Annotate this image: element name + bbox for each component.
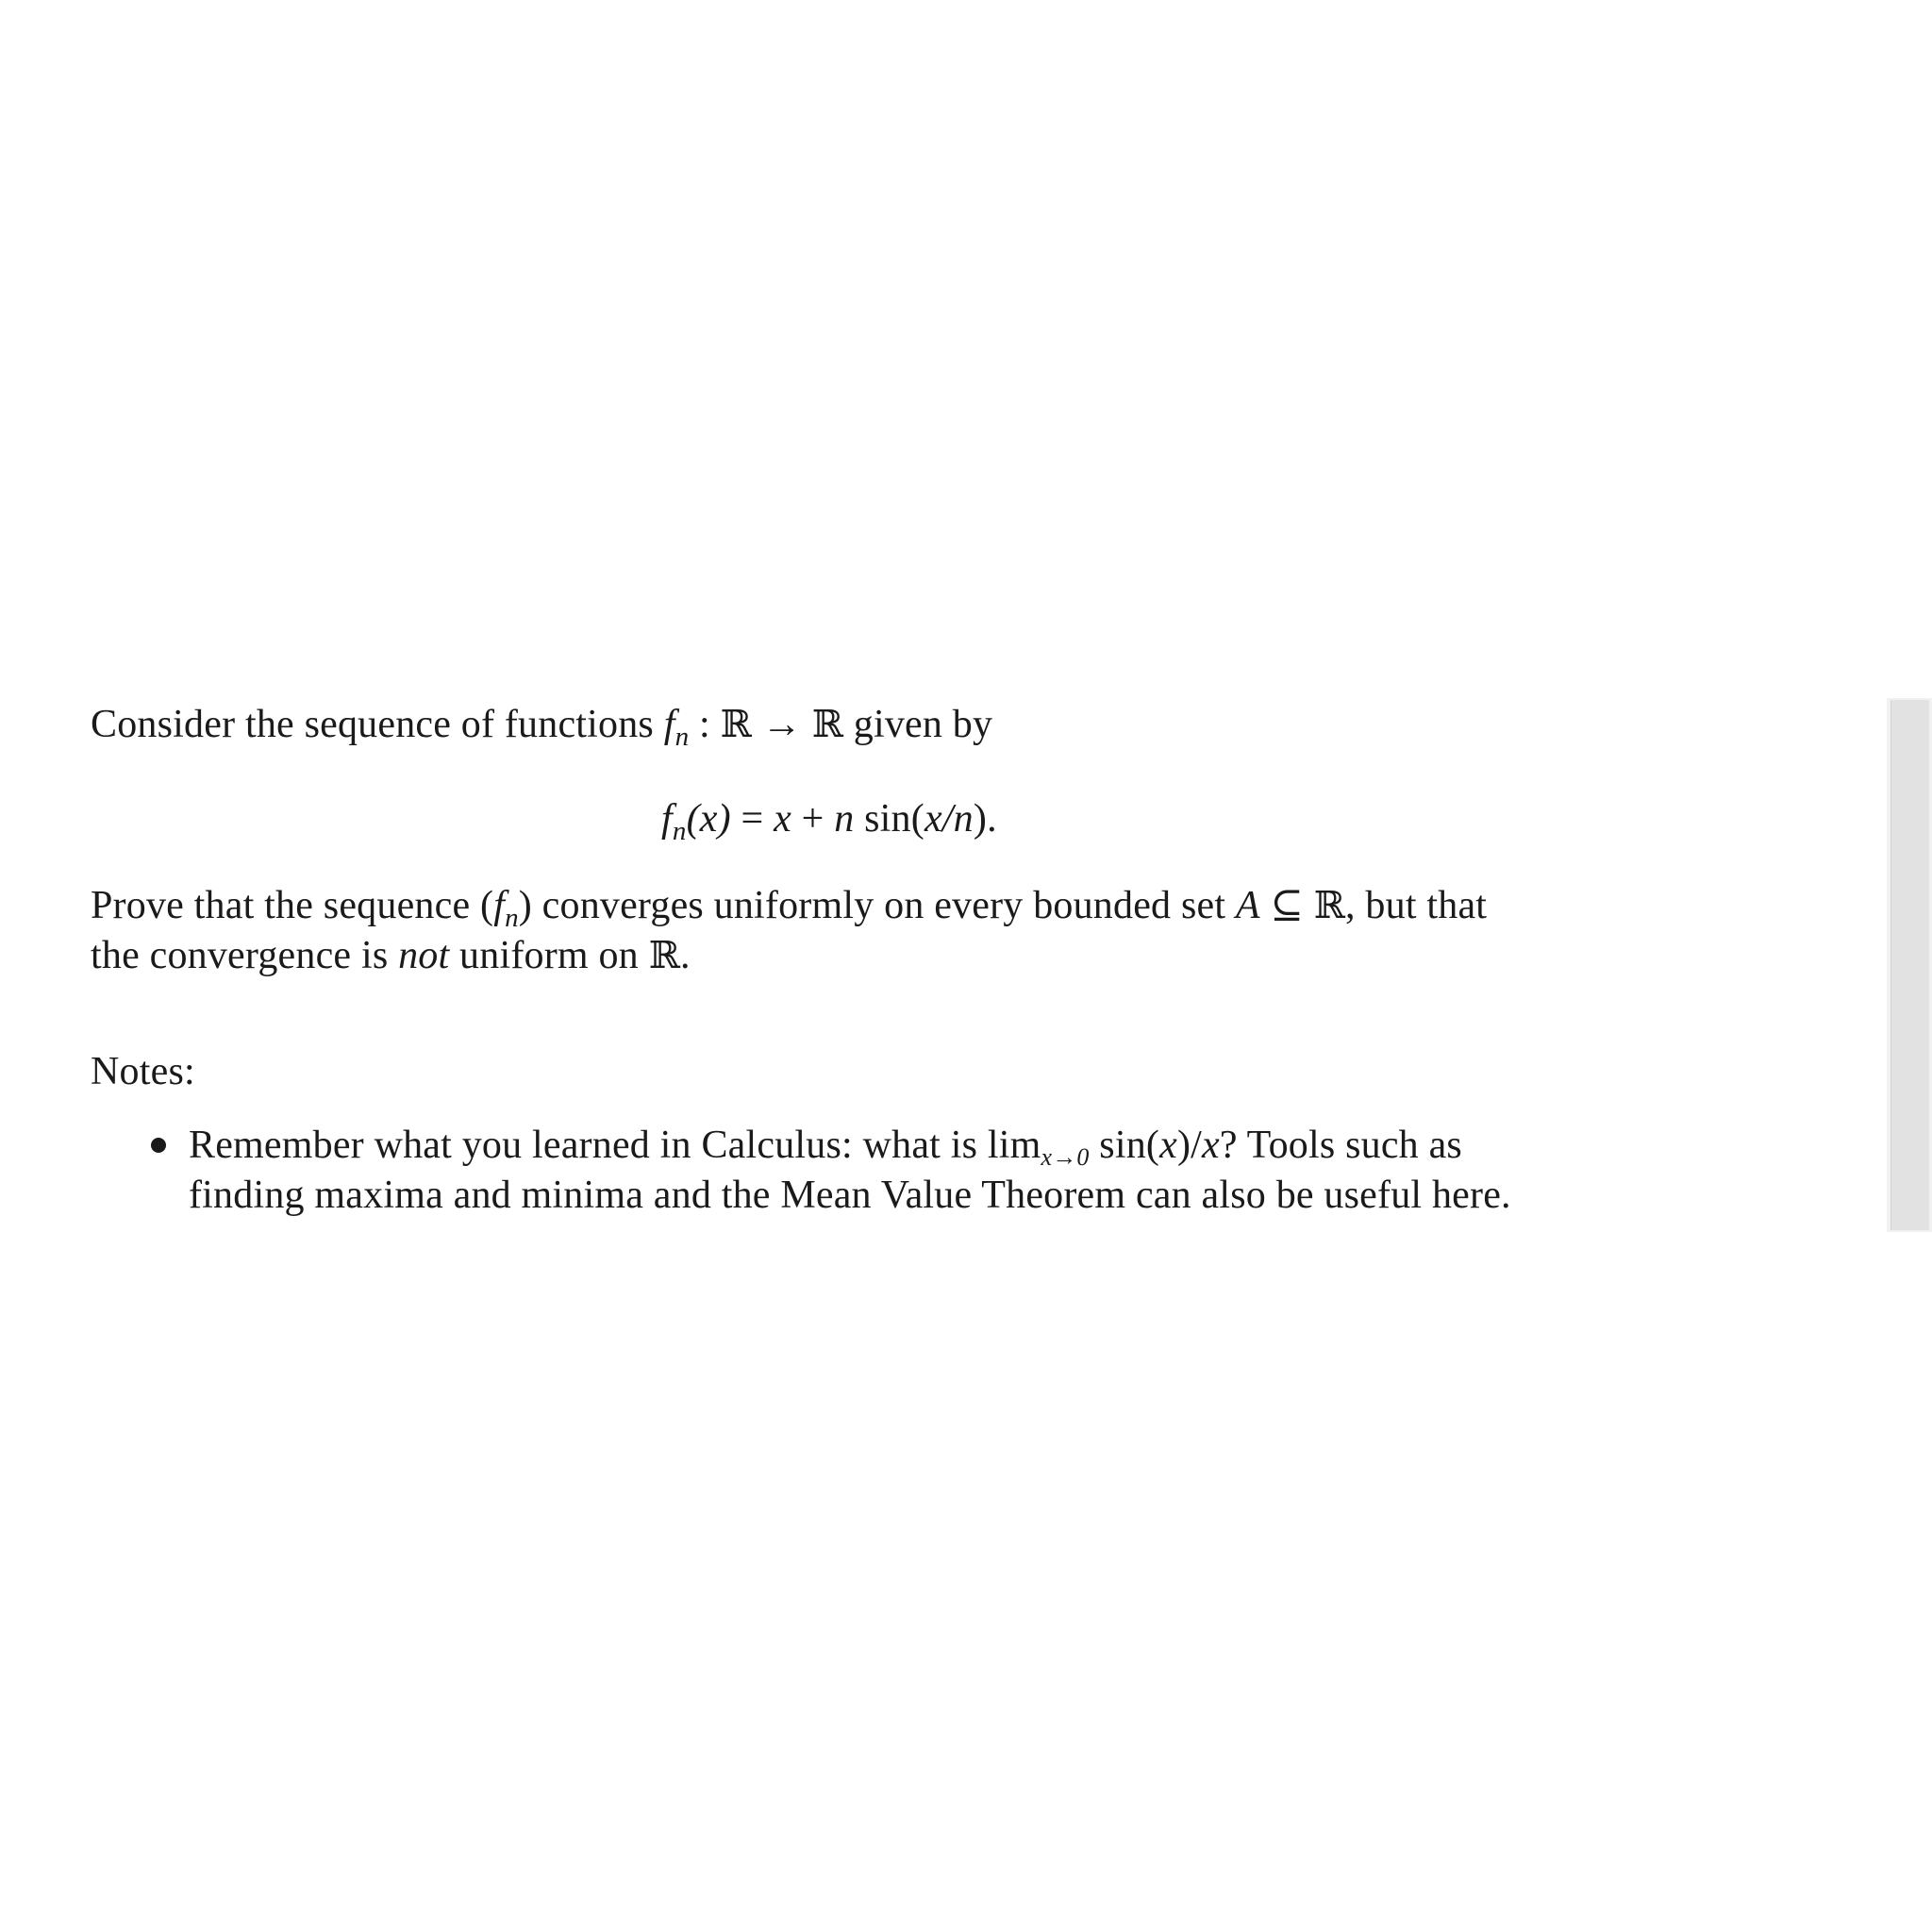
emphasis-not: not <box>398 934 450 977</box>
notes-heading: Notes: <box>91 1050 195 1093</box>
math-reals-symbol: ℝ <box>1313 884 1346 927</box>
math-reals-symbol: ℝ <box>811 703 844 746</box>
math-set-a: A <box>1235 884 1260 927</box>
intro-sentence <box>91 700 992 761</box>
math-argument: (x) <box>686 797 731 841</box>
math-period: . <box>987 797 997 841</box>
math-paren-open: ( <box>910 797 924 841</box>
math-arrow: → <box>752 703 812 746</box>
math-f: f <box>493 884 506 927</box>
math-sin: sin <box>854 797 911 841</box>
prove-text: uniform on <box>449 934 649 977</box>
prove-text: , but that <box>1345 884 1488 927</box>
math-colon: : <box>689 703 721 746</box>
note-text: Remember what you learned in Calculus: what is lim <box>189 1124 1041 1167</box>
math-subscript-n: n <box>672 816 687 846</box>
math-limit-subscript: x→0 <box>1041 1143 1090 1171</box>
math-equals: = <box>730 797 774 841</box>
math-subscript-n: n <box>675 722 690 752</box>
math-x: x <box>774 797 791 841</box>
display-equation <box>661 794 997 856</box>
math-paren-close: ) <box>973 797 988 841</box>
bullet-icon <box>151 1138 166 1153</box>
math-f: f <box>663 703 675 746</box>
math-reals-symbol: ℝ <box>648 934 681 977</box>
math-subscript-n: n <box>505 903 519 933</box>
prove-text: ) converges uniformly on every bounded set <box>518 884 1236 927</box>
prove-statement-line-2 <box>91 931 691 980</box>
math-x: x <box>1202 1124 1220 1167</box>
math-n: n <box>834 797 855 841</box>
math-f: f <box>661 797 673 841</box>
math-sin: sin( <box>1089 1124 1160 1167</box>
note-text: ? Tools such as <box>1219 1124 1462 1167</box>
note-item-line-2: finding maxima and minima and the Mean Value Theorem can also be useful here. <box>189 1174 1511 1217</box>
math-paren-slash: )/ <box>1176 1124 1203 1167</box>
math-reals-symbol: ℝ <box>720 703 752 746</box>
math-subseteq: ⊆ <box>1259 884 1314 927</box>
intro-text: Consider the sequence of functions <box>91 703 664 746</box>
scrollbar-thumb[interactable] <box>1890 700 1929 1230</box>
prove-text: . <box>680 934 691 977</box>
prove-text: the convergence is <box>91 934 399 977</box>
math-plus: + <box>791 797 835 841</box>
prove-text: Prove that the sequence ( <box>91 884 494 927</box>
math-inner-argument: x/n <box>924 797 974 841</box>
intro-tail-text: given by <box>843 703 993 746</box>
math-x: x <box>1159 1124 1177 1167</box>
